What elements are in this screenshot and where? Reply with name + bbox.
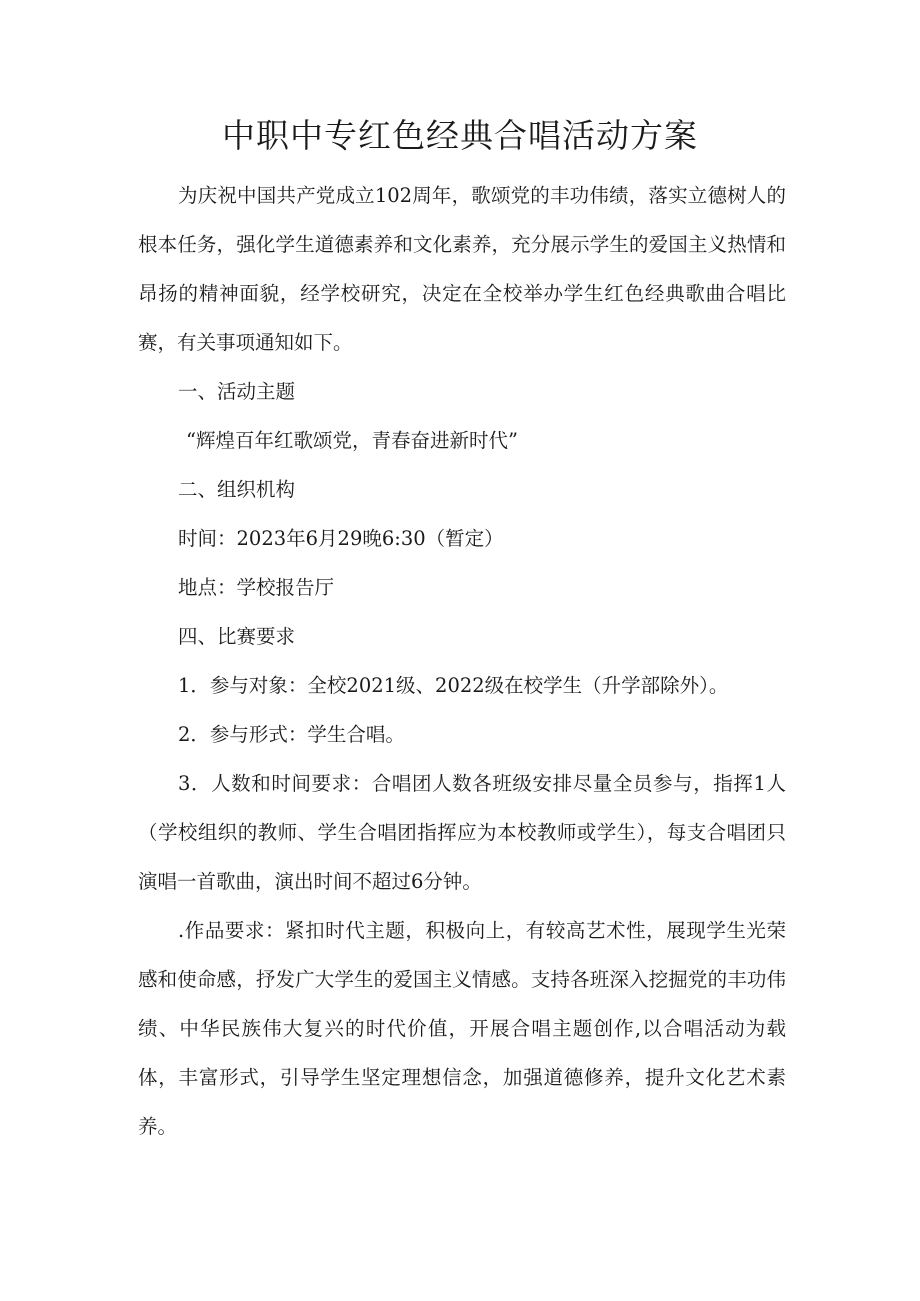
requirement-size-and-time: 3．人数和时间要求：合唱团人数各班级安排尽量全员参与，指挥1人（学校组织的教师、学生合唱团指挥应为本校教师或学生），每支合唱团只演唱一首歌曲，演出时间不超过6分钟。	[138, 772, 786, 893]
event-location: 地点：学校报告厅	[178, 576, 335, 599]
section-heading-organization: 二、组织机构	[178, 478, 296, 501]
theme-quote: “辉煌百年红歌颂党，青春奋进新时代”	[186, 429, 518, 452]
document-title: 中职中专红色经典合唱活动方案	[222, 116, 698, 155]
requirement-format: 2．参与形式：学生合唱。	[178, 723, 405, 746]
section-heading-requirements: 四、比赛要求	[178, 625, 296, 648]
event-time: 时间：2023年6月29晚6:30（暂定）	[178, 527, 504, 550]
requirement-participants: 1．参与对象：全校2021级、2022级在校学生（升学部除外）。	[178, 674, 729, 697]
document-body	[138, 171, 786, 1151]
section-heading-theme: 一、活动主题	[178, 380, 296, 403]
intro-paragraph: 为庆祝中国共产党成立102周年，歌颂党的丰功伟绩，落实立德树人的根本任务，强化学生道德素养和文化素养，充分展示学生的爱国主义热情和昂扬的精神面貌，经学校研究，决定在全校举办学生红色经典歌曲合唱比赛，有关事项通知如下。	[138, 184, 786, 354]
requirement-works: .作品要求：紧扣时代主题，积极向上，有较高艺术性，展现学生光荣感和使命感，抒发广大学生的爱国主义情感。支持各班深入挖掘党的丰功伟绩、中华民族伟大复兴的时代价值，开展合唱主题创作,以合唱活动为载体，丰富形式，引导学生坚定理想信念，加强道德修养，提升文化艺术素养。	[138, 919, 786, 1138]
